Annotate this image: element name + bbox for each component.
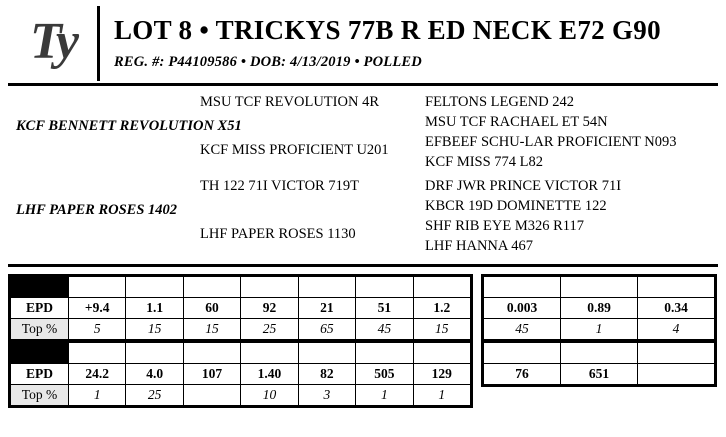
epd-table-secondary (10, 342, 471, 406)
dam-dam: LHF PAPER ROSES 1130 (200, 226, 356, 242)
epd-value: 129 (413, 364, 470, 385)
table-row (484, 298, 715, 319)
header-corner (11, 277, 69, 298)
top-percent-value: 1 (69, 385, 126, 406)
carcass-table (483, 276, 715, 340)
weight-value: 651 (561, 364, 638, 385)
column-header: CED (69, 277, 126, 298)
column-header: SC (413, 277, 470, 298)
epd-value: 92 (241, 298, 298, 319)
dam-pedigree-block (8, 176, 718, 260)
table-header-row (11, 277, 471, 298)
column-header: Act. BW (484, 343, 561, 364)
dam-grandparent: DRF JWR PRINCE VICTOR 71I (425, 178, 622, 194)
dam-grandparent: KBCR 19D DOMINETTE 122 (425, 198, 607, 214)
sire-pedigree-block (8, 92, 718, 176)
sire-grandparent: MSU TCF RACHAEL ET 54N (425, 114, 608, 130)
top-percent-value: 1 (413, 385, 470, 406)
sire-name: KCF BENNETT REVOLUTION X51 (16, 118, 242, 134)
epd-value: 21 (298, 298, 355, 319)
table-row (484, 364, 715, 385)
sire-grandparent: EFBEEF SCHU-LAR PROFICIENT N093 (425, 134, 677, 150)
table-row (11, 298, 471, 319)
epd-main-frame (8, 274, 473, 408)
epd-section (8, 274, 718, 408)
table-row (11, 319, 471, 340)
top-percent-value: 45 (356, 319, 413, 340)
epd-value: 1.40 (241, 364, 298, 385)
column-header (638, 343, 715, 364)
table-row (11, 364, 471, 385)
column-header: MCW (183, 343, 240, 364)
logo-monogram: Ty (30, 12, 75, 70)
top-percent-value: 45 (484, 319, 561, 340)
dam-grandparent: LHF HANNA 467 (425, 238, 533, 254)
epd-value: 505 (356, 364, 413, 385)
column-header: CW (298, 343, 355, 364)
top-percent-value: 15 (413, 319, 470, 340)
sire-sire: MSU TCF REVOLUTION 4R (200, 94, 379, 110)
row-label-epd: EPD (11, 364, 69, 385)
dam-grandparent: SHF RIB EYE M326 R117 (425, 218, 584, 234)
pedigree-section (8, 92, 718, 267)
column-header: SCF (69, 343, 126, 364)
epd-value: 60 (183, 298, 240, 319)
column-header: WW (183, 277, 240, 298)
sire-grandparents (423, 92, 718, 176)
weight-value: 76 (484, 364, 561, 385)
column-header: M (298, 277, 355, 298)
top-percent-value: 1 (561, 319, 638, 340)
epd-value: 107 (183, 364, 240, 385)
top-percent-value: 65 (298, 319, 355, 340)
epd-value: +9.4 (69, 298, 126, 319)
sire-dam: KCF MISS PROFICIENT U201 (200, 142, 389, 158)
row-label-epd: EPD (11, 298, 69, 319)
column-header: UDR (241, 343, 298, 364)
row-label-top: Top % (11, 319, 69, 340)
column-header: FAT (484, 277, 561, 298)
registration-info: REG. #: P44109586 • DOB: 4/13/2019 • POLLED (114, 53, 422, 70)
dam-sire: TH 122 71I VICTOR 719T (200, 178, 359, 194)
column-header: BW (126, 277, 183, 298)
column-header: MRB (638, 277, 715, 298)
top-percent-value: 15 (183, 319, 240, 340)
table-header-row (484, 343, 715, 364)
top-percent-value (183, 385, 240, 406)
table-row (484, 319, 715, 340)
top-percent-value: 10 (241, 385, 298, 406)
header-corner (11, 343, 69, 364)
sire-grandparent: FELTONS LEGEND 242 (425, 94, 575, 110)
epd-value: 1.2 (413, 298, 470, 319)
top-percent-value: 5 (69, 319, 126, 340)
top-percent-value: 25 (126, 385, 183, 406)
epd-value: 1.1 (126, 298, 183, 319)
epd-value: 0.89 (561, 298, 638, 319)
title-block (100, 6, 718, 81)
table-header-row (11, 343, 471, 364)
table-header-row (484, 277, 715, 298)
epd-value: 24.2 (69, 364, 126, 385)
top-percent-value: 25 (241, 319, 298, 340)
epd-value: 0.003 (484, 298, 561, 319)
dam-parents (8, 176, 423, 260)
epd-value: 4.0 (126, 364, 183, 385)
epd-table-primary (10, 276, 471, 340)
epd-value: 82 (298, 364, 355, 385)
column-header: Adj. 205 (561, 343, 638, 364)
epd-side-frame (481, 274, 717, 387)
dam-name: LHF PAPER ROSES 1402 (16, 202, 178, 218)
top-percent-value: 15 (126, 319, 183, 340)
sire-grandparent: KCF MISS 774 L82 (425, 154, 544, 170)
actual-weights-table (483, 342, 715, 385)
breeder-logo (8, 6, 100, 81)
column-header: CEM (126, 343, 183, 364)
column-header: CHB$ (413, 343, 470, 364)
top-percent-value: 1 (356, 385, 413, 406)
weight-value (638, 364, 715, 385)
epd-value: 0.34 (638, 298, 715, 319)
column-header: BMI$ (356, 343, 413, 364)
column-header: YW (241, 277, 298, 298)
table-row (11, 385, 471, 406)
epd-side-tables (481, 274, 717, 387)
column-header: REA (561, 277, 638, 298)
epd-value: 51 (356, 298, 413, 319)
column-header: M&G (356, 277, 413, 298)
lot-header (8, 6, 718, 86)
dam-grandparents (423, 176, 718, 260)
row-label-top: Top % (11, 385, 69, 406)
top-percent-value: 3 (298, 385, 355, 406)
epd-main-tables (8, 274, 473, 408)
page-title: LOT 8 • TRICKYS 77B R ED NECK E72 G90 (114, 15, 661, 46)
sire-parents (8, 92, 423, 176)
top-percent-value: 4 (638, 319, 715, 340)
